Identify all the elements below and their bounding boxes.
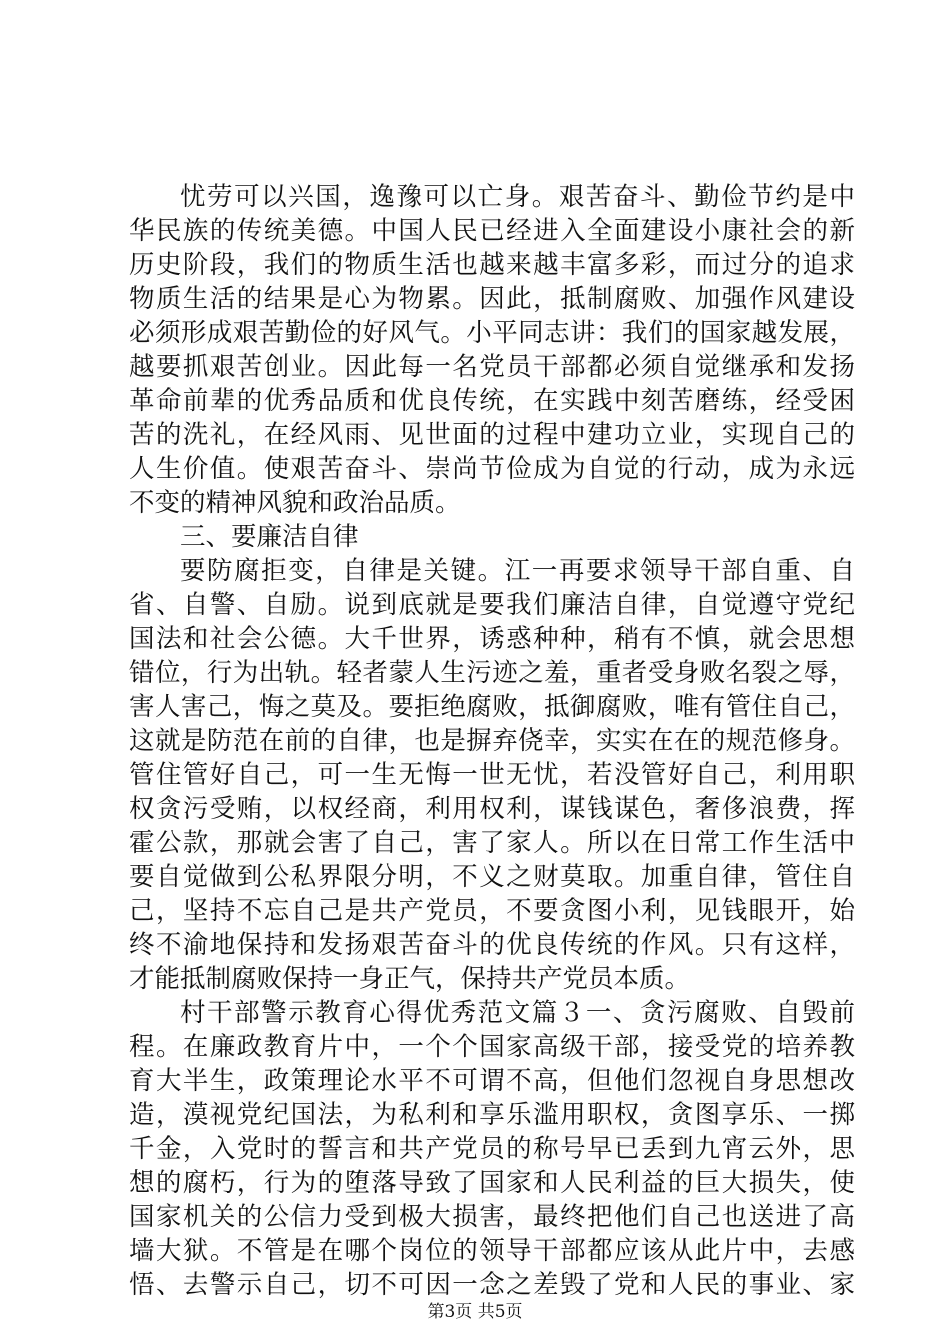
text-line: 要防腐拒变，自律是关键。江一再要求领导干部自重、自 (180, 556, 855, 586)
text-line: 苦的洗礼，在经风雨、见世面的过程中建功立业，实现自己的 (129, 420, 855, 450)
text-line: 权贪污受贿，以权经商，利用权利，谋钱谋色，奢侈浪费，挥 (129, 794, 855, 824)
text-line: 要自觉做到公私界限分明，不义之财莫取。加重自律，管住自 (129, 862, 855, 892)
text-line: 忧劳可以兴国，逸豫可以亡身。艰苦奋斗、勤俭节约是中 (180, 182, 855, 212)
text-line: 物质生活的结果是心为物累。因此，抵制腐败、加强作风建设 (129, 284, 855, 314)
text-line: 造，漠视党纪国法，为私利和享乐滥用职权，贪图享乐、一掷 (129, 1100, 855, 1130)
text-line: 国法和社会公德。大千世界，诱惑种种，稍有不慎，就会思想 (129, 624, 855, 654)
text-line: 国家机关的公信力受到极大损害，最终把他们自己也送进了高 (129, 1202, 855, 1232)
text-line: 程。在廉政教育片中，一个个国家高级干部，接受党的培养教 (129, 1032, 855, 1062)
section-heading: 三、要廉洁自律 (180, 522, 359, 552)
text-line: 历史阶段，我们的物质生活也越来越丰富多彩，而过分的追求 (129, 250, 855, 280)
text-line: 革命前辈的优秀品质和优良传统，在实践中刻苦磨练，经受困 (129, 386, 855, 416)
page-number: 第3页 共5页 (427, 1302, 523, 1322)
text-line: 千金，入党时的誓言和共产党员的称号早已丢到九宵云外，思 (129, 1134, 855, 1164)
text-line: 墙大狱。不管是在哪个岗位的领导干部都应该从此片中，去感 (129, 1236, 855, 1266)
text-line: 终不渝地保持和发扬艰苦奋斗的优良传统的作风。只有这样， (129, 930, 855, 960)
text-line: 害人害己，悔之莫及。要拒绝腐败，抵御腐败，唯有管住自己， (129, 692, 855, 722)
text-line: 己，坚持不忘自己是共产党员，不要贪图小利，见钱眼开，始 (129, 896, 855, 926)
text-line: 这就是防范在前的自律，也是摒弃侥幸，实实在在的规范修身。 (129, 726, 855, 756)
text-line: 人生价值。使艰苦奋斗、崇尚节俭成为自觉的行动，成为永远 (129, 454, 855, 484)
text-line: 不变的精神风貌和政治品质。 (129, 488, 461, 518)
text-line: 想的腐朽，行为的堕落导致了国家和人民利益的巨大损失，使 (129, 1168, 855, 1198)
text-line: 才能抵制腐败保持一身正气，保持共产党员本质。 (129, 964, 691, 994)
text-line: 越要抓艰苦创业。因此每一名党员干部都必须自觉继承和发扬 (129, 352, 855, 382)
text-line: 管住管好自己，可一生无悔一世无忧，若没管好自己，利用职 (129, 760, 855, 790)
text-line: 必须形成艰苦勤俭的好风气。小平同志讲：我们的国家越发展， (129, 318, 855, 348)
text-line: 霍公款，那就会害了自己，害了家人。所以在日常工作生活中 (129, 828, 855, 858)
text-line: 悟、去警示自己，切不可因一念之差毁了党和人民的事业、家 (129, 1270, 855, 1300)
text-line: 育大半生，政策理论水平不可谓不高，但他们忽视自身思想改 (129, 1066, 855, 1096)
text-line: 错位，行为出轨。轻者蒙人生污迹之羞，重者受身败名裂之辱， (129, 658, 855, 688)
text-line: 省、自警、自励。说到底就是要我们廉洁自律，自觉遵守党纪 (129, 590, 855, 620)
text-line: 村干部警示教育心得优秀范文篇３一、贪污腐败、自毁前 (180, 998, 855, 1028)
text-line: 华民族的传统美德。中国人民已经进入全面建设小康社会的新 (129, 216, 855, 246)
